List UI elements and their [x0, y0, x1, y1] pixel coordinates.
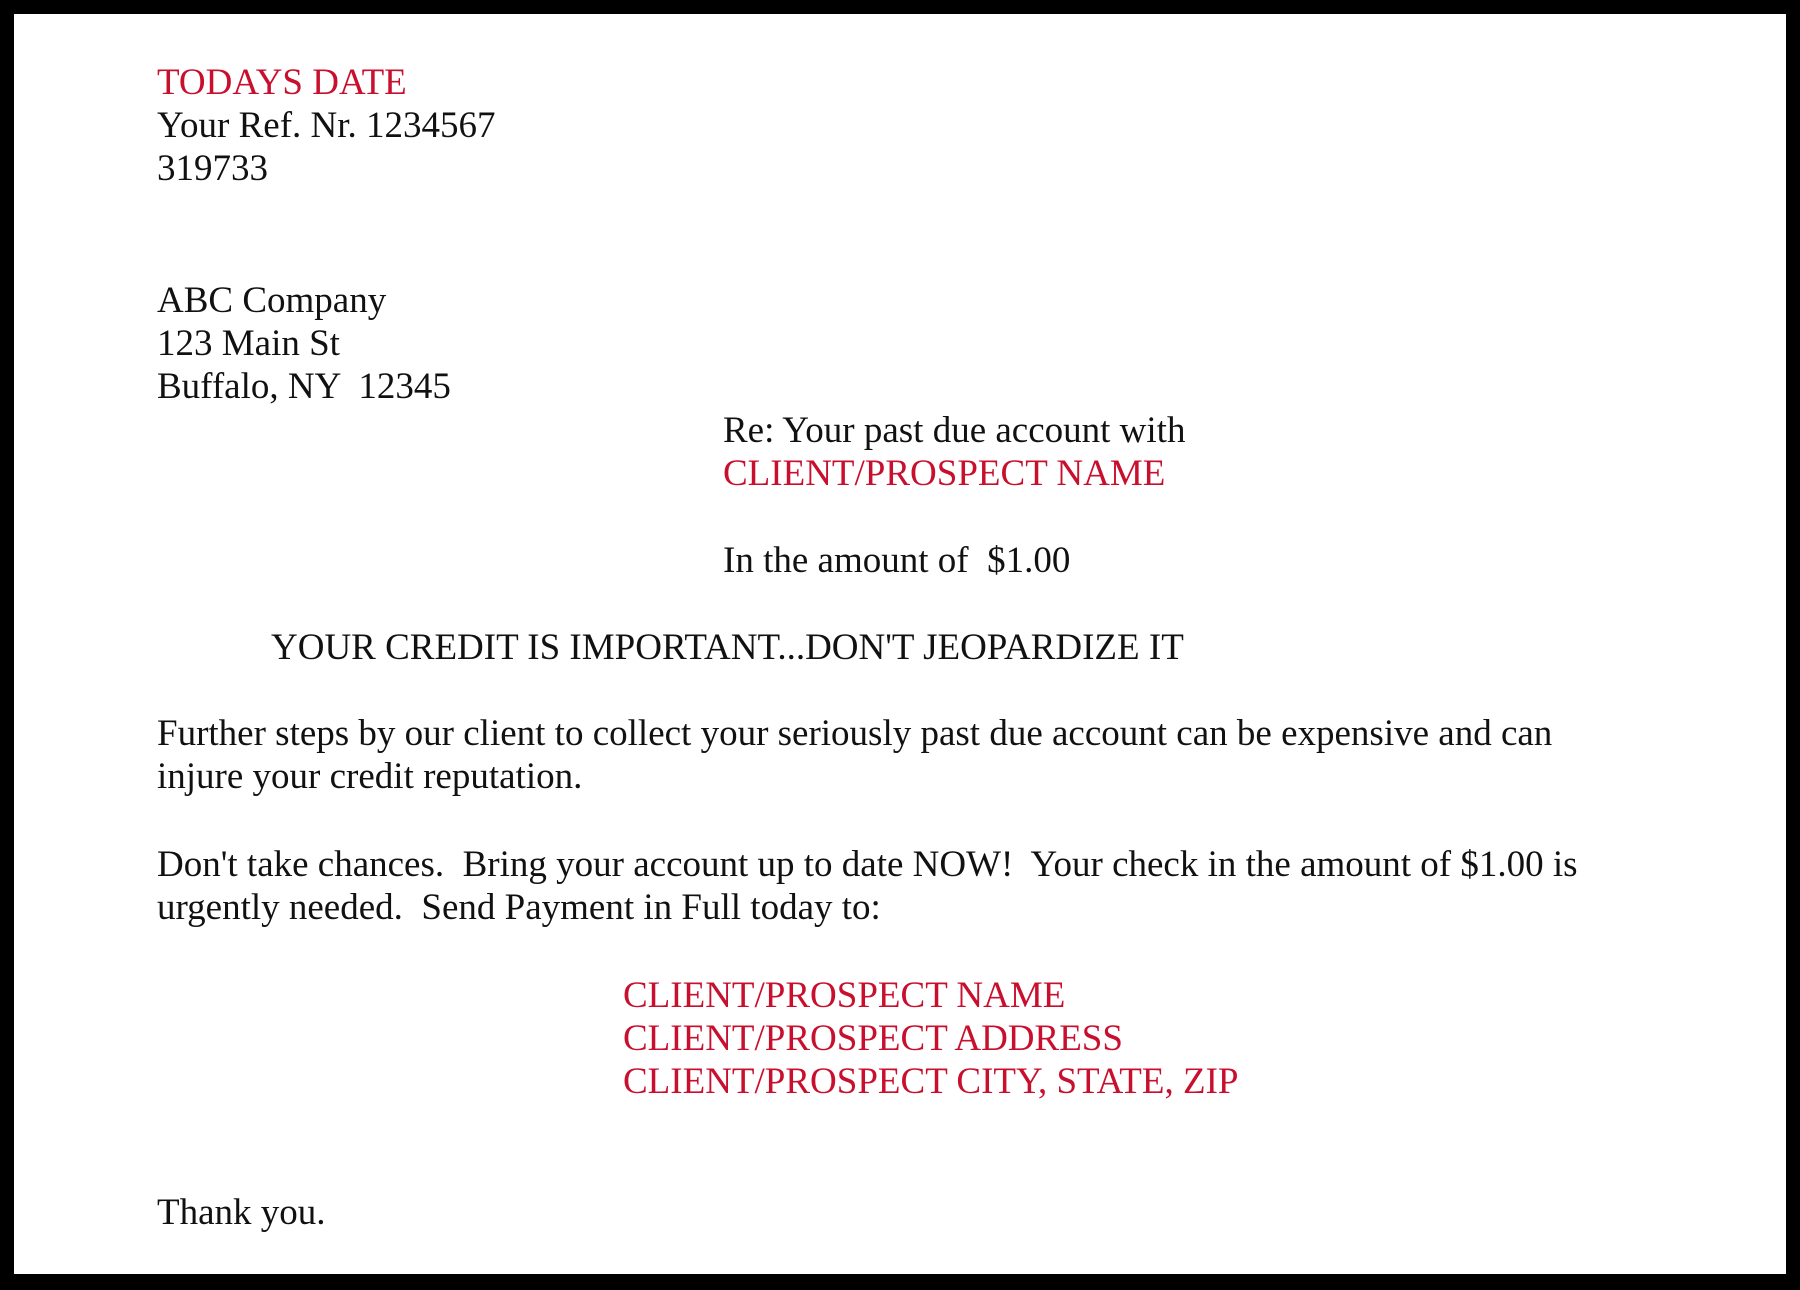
letter-page — [14, 14, 1786, 1274]
re-line: Re: Your past due account with — [723, 410, 1186, 451]
headline: YOUR CREDIT IS IMPORTANT...DON'T JEOPARDIZE IT — [271, 627, 1184, 668]
paragraph-1-line-1: Further steps by our client to collect your seriously past due account can be expensive and can — [157, 713, 1553, 754]
recipient-street: 123 Main St — [157, 323, 340, 364]
date-placeholder: TODAYS DATE — [157, 62, 407, 103]
reference-number: Your Ref. Nr. 1234567 — [157, 105, 496, 146]
payee-name: CLIENT/PROSPECT NAME — [623, 975, 1066, 1016]
recipient-name: ABC Company — [157, 280, 387, 321]
payee-address: CLIENT/PROSPECT ADDRESS — [623, 1018, 1123, 1059]
paragraph-1-line-2: injure your credit reputation. — [157, 756, 583, 797]
paragraph-2-line-1: Don't take chances. Bring your account up to date NOW! Your check in the amount of $1.00 is — [157, 844, 1578, 885]
account-code: 319733 — [157, 148, 268, 189]
recipient-city-state-zip: Buffalo, NY 12345 — [157, 366, 451, 407]
closing: Thank you. — [157, 1192, 326, 1233]
re-client-name: CLIENT/PROSPECT NAME — [723, 453, 1166, 494]
re-amount: In the amount of $1.00 — [723, 540, 1071, 581]
paragraph-2-line-2: urgently needed. Send Payment in Full today to: — [157, 887, 881, 928]
payee-city-state-zip: CLIENT/PROSPECT CITY, STATE, ZIP — [623, 1061, 1239, 1102]
